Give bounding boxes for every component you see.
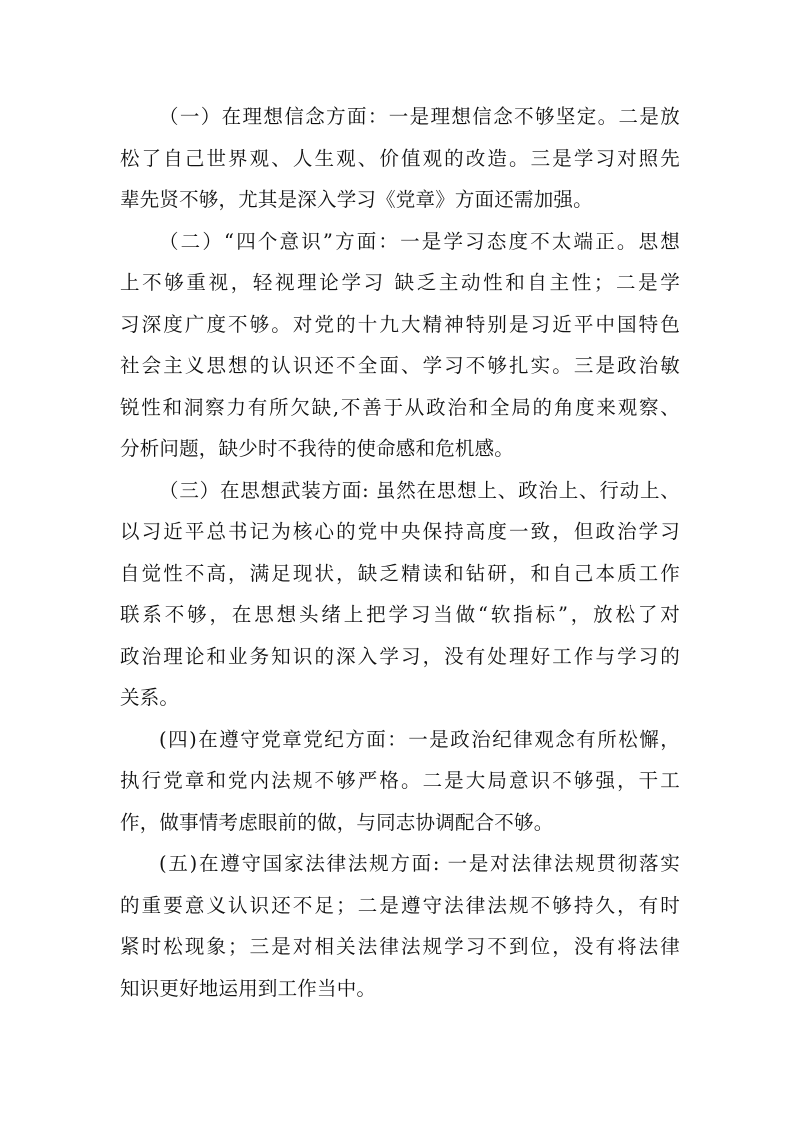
paragraph-party-discipline-line-1: (四)在遵守党章党纪方面：一是政治纪律观念有所松懈， — [159, 727, 680, 751]
paragraph-ideals-line-3: 辈先贤不够，尤其是深入学习《党章》方面还需加强。 — [120, 188, 593, 211]
paragraph-thought-arming-line-5: 政治理论和业务知识的深入学习，没有处理好工作与学习的 — [120, 644, 680, 668]
paragraph-thought-arming-line-4: 联系不够，在思想头绪上把学习当做“软指标”，放松了对 — [120, 603, 680, 626]
paragraph-state-law-line-2: 的重要意义认识还不足；二是遵守法律法规不够持久，有时 — [120, 893, 680, 917]
paragraph-four-consciousness-line-6: 分析问题，缺少时不我待的使命感和危机感。 — [120, 437, 515, 460]
paragraph-four-consciousness-line-4: 社会主义思想的认识还不全面、学习不够扎实。三是政治敏 — [120, 354, 680, 377]
paragraph-four-consciousness-line-3: 习深度广度不够。对党的十九大精神特别是习近平中国特色 — [120, 312, 680, 336]
paragraph-state-law-line-3: 紧时松现象；三是对相关法律法规学习不到位，没有将法律 — [120, 935, 680, 958]
paragraph-four-consciousness-line-5: 锐性和洞察力有所欠缺,不善于从政治和全局的角度来观察、 — [120, 395, 680, 419]
paragraph-four-consciousness-line-2: 上不够重视，轻视理论学习 缺乏主动性和自主性；二是学 — [120, 271, 680, 294]
paragraph-thought-arming-line-3: 自觉性不高，满足现状，缺乏精读和钻研，和自己本质工作 — [120, 561, 680, 585]
paragraph-party-discipline-line-3: 作，做事情考虑眼前的做，与同志协调配合不够。 — [120, 810, 554, 834]
paragraph-state-law-line-4: 知识更好地运用到工作当中。 — [120, 976, 377, 1000]
paragraph-state-law-line-1: (五)在遵守国家法律法规方面: 一是对法律法规贯彻落实 — [159, 852, 680, 875]
paragraph-party-discipline-line-2: 执行党章和党内法规不够严格。二是大局意识不够强，干工 — [120, 769, 680, 792]
paragraph-ideals-line-1: （一）在理想信念方面：一是理想信念不够坚定。二是放 — [159, 105, 680, 128]
paragraph-four-consciousness-line-1: （二）“四个意识”方面：一是学习态度不太端正。思想 — [159, 229, 680, 253]
paragraph-thought-arming-line-1: （三）在思想武装方面: 虽然在思想上、政治上、行动上、 — [159, 478, 680, 502]
document-body — [120, 96, 680, 1009]
paragraph-ideals-line-2: 松了自己世界观、人生观、价值观的改造。三是学习对照先 — [120, 146, 680, 170]
paragraph-thought-arming-line-6: 关系。 — [120, 686, 180, 709]
paragraph-thought-arming-line-2: 以习近平总书记为核心的党中央保持高度一致，但政治学习 — [120, 520, 680, 543]
